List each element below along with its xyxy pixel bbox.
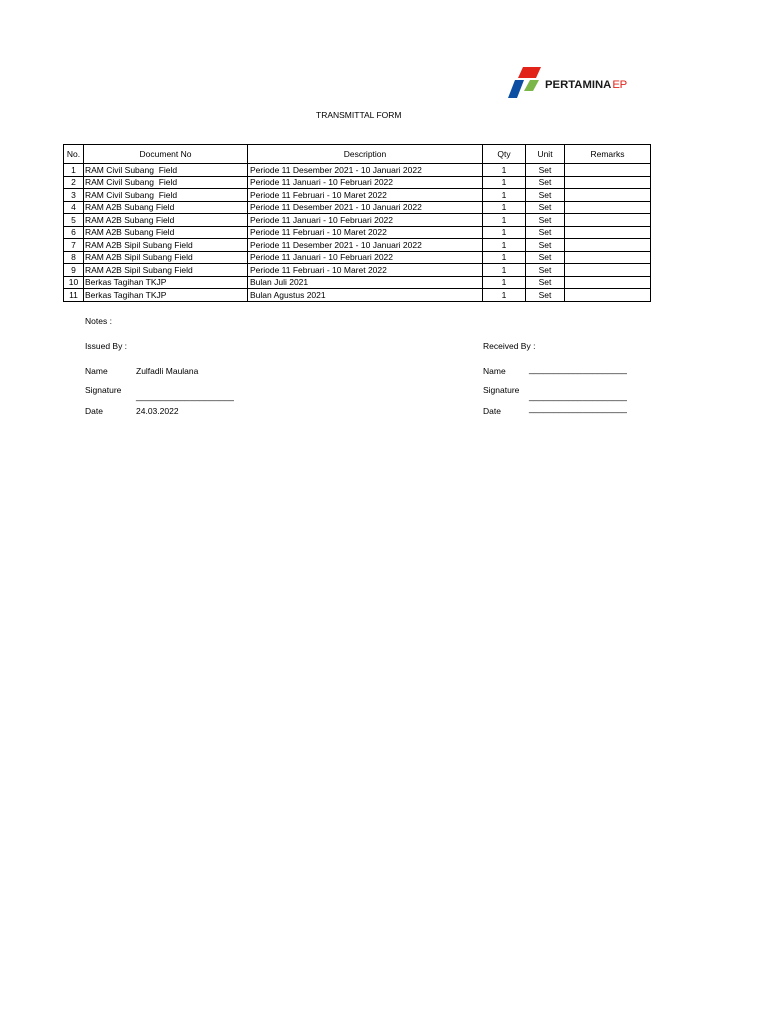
cell-no: 5	[64, 214, 84, 227]
cell-qty: 1	[483, 227, 526, 240]
cell-unit: Set	[526, 177, 565, 190]
cell-unit: Set	[526, 202, 565, 215]
received-date-label: Date	[483, 406, 501, 416]
cell-no: 8	[64, 252, 84, 265]
cell-unit: Set	[526, 239, 565, 252]
cell-remarks	[565, 227, 651, 240]
cell-description: Periode 11 Januari - 10 Februari 2022	[248, 177, 483, 190]
brand-name: PERTAMINA	[545, 79, 612, 91]
header-no: No.	[64, 145, 84, 164]
cell-qty: 1	[483, 289, 526, 302]
cell-description: Periode 11 Januari - 10 Februari 2022	[248, 252, 483, 265]
cell-no: 1	[64, 164, 84, 177]
header-description: Description	[248, 145, 483, 164]
cell-no: 3	[64, 189, 84, 202]
issued-date-value: 24.03.2022	[136, 406, 179, 416]
cell-unit: Set	[526, 264, 565, 277]
pertamina-logo-icon	[508, 67, 542, 99]
cell-document-no: RAM Civil Subang Field	[84, 189, 248, 202]
logo-blue-shape	[508, 80, 524, 98]
cell-remarks	[565, 277, 651, 290]
cell-no: 4	[64, 202, 84, 215]
cell-description: Bulan Agustus 2021	[248, 289, 483, 302]
cell-no: 6	[64, 227, 84, 240]
cell-unit: Set	[526, 214, 565, 227]
issued-date-label: Date	[85, 406, 103, 416]
cell-no: 7	[64, 239, 84, 252]
cell-remarks	[565, 189, 651, 202]
issued-name-label: Name	[85, 366, 108, 376]
issued-signature-line: ____________________	[136, 391, 234, 401]
cell-description: Periode 11 Februari - 10 Maret 2022	[248, 264, 483, 277]
cell-no: 2	[64, 177, 84, 190]
cell-description: Periode 11 Februari - 10 Maret 2022	[248, 227, 483, 240]
cell-description: Periode 11 Februari - 10 Maret 2022	[248, 189, 483, 202]
received-name-label: Name	[483, 366, 506, 376]
issued-name-value: Zulfadli Maulana	[136, 366, 199, 376]
cell-document-no: RAM A2B Subang Field	[84, 202, 248, 215]
cell-description: Periode 11 Desember 2021 - 10 Januari 2022	[248, 202, 483, 215]
cell-document-no: RAM A2B Subang Field	[84, 227, 248, 240]
cell-description: Periode 11 Januari - 10 Februari 2022	[248, 214, 483, 227]
cell-remarks	[565, 264, 651, 277]
cell-qty: 1	[483, 214, 526, 227]
cell-qty: 1	[483, 189, 526, 202]
notes-label: Notes :	[85, 316, 112, 326]
cell-unit: Set	[526, 227, 565, 240]
issued-signature-label: Signature	[85, 385, 122, 395]
cell-unit: Set	[526, 252, 565, 265]
cell-remarks	[565, 214, 651, 227]
transmittal-table	[63, 144, 651, 302]
cell-no: 9	[64, 264, 84, 277]
cell-description: Periode 11 Desember 2021 - 10 Januari 2022	[248, 164, 483, 177]
brand-wordmark	[545, 78, 627, 92]
cell-document-no: RAM A2B Sipil Subang Field	[84, 239, 248, 252]
received-name-line: ____________________	[529, 364, 627, 374]
brand-suffix: EP	[612, 79, 627, 91]
cell-description: Bulan Juli 2021	[248, 277, 483, 290]
cell-unit: Set	[526, 277, 565, 290]
cell-document-no: RAM A2B Subang Field	[84, 214, 248, 227]
cell-qty: 1	[483, 264, 526, 277]
cell-unit: Set	[526, 189, 565, 202]
cell-document-no: RAM A2B Sipil Subang Field	[84, 264, 248, 277]
cell-no: 10	[64, 277, 84, 290]
cell-remarks	[565, 289, 651, 302]
cell-remarks	[565, 164, 651, 177]
header-remarks: Remarks	[565, 145, 651, 164]
cell-document-no: RAM A2B Sipil Subang Field	[84, 252, 248, 265]
cell-qty: 1	[483, 277, 526, 290]
cell-qty: 1	[483, 202, 526, 215]
received-signature-label: Signature	[483, 385, 520, 395]
received-by-heading: Received By :	[483, 341, 536, 351]
cell-unit: Set	[526, 164, 565, 177]
cell-unit: Set	[526, 289, 565, 302]
issued-by-heading: Issued By :	[85, 341, 128, 351]
cell-remarks	[565, 202, 651, 215]
cell-no: 11	[64, 289, 84, 302]
cell-qty: 1	[483, 239, 526, 252]
header-unit: Unit	[526, 145, 565, 164]
header-qty: Qty	[483, 145, 526, 164]
logo-red-shape	[518, 67, 541, 78]
cell-qty: 1	[483, 177, 526, 190]
cell-document-no: Berkas Tagihan TKJP	[84, 277, 248, 290]
received-signature-line: ____________________	[529, 391, 627, 401]
logo-green-shape	[524, 80, 539, 91]
cell-remarks	[565, 239, 651, 252]
cell-document-no: RAM Civil Subang Field	[84, 164, 248, 177]
page-title: TRANSMITTAL FORM	[316, 110, 402, 120]
header-document-no: Document No	[84, 145, 248, 164]
cell-document-no: Berkas Tagihan TKJP	[84, 289, 248, 302]
cell-remarks	[565, 252, 651, 265]
cell-qty: 1	[483, 252, 526, 265]
cell-remarks	[565, 177, 651, 190]
cell-qty: 1	[483, 164, 526, 177]
received-date-line: ____________________	[529, 403, 627, 413]
cell-description: Periode 11 Desember 2021 - 10 Januari 2022	[248, 239, 483, 252]
cell-document-no: RAM Civil Subang Field	[84, 177, 248, 190]
